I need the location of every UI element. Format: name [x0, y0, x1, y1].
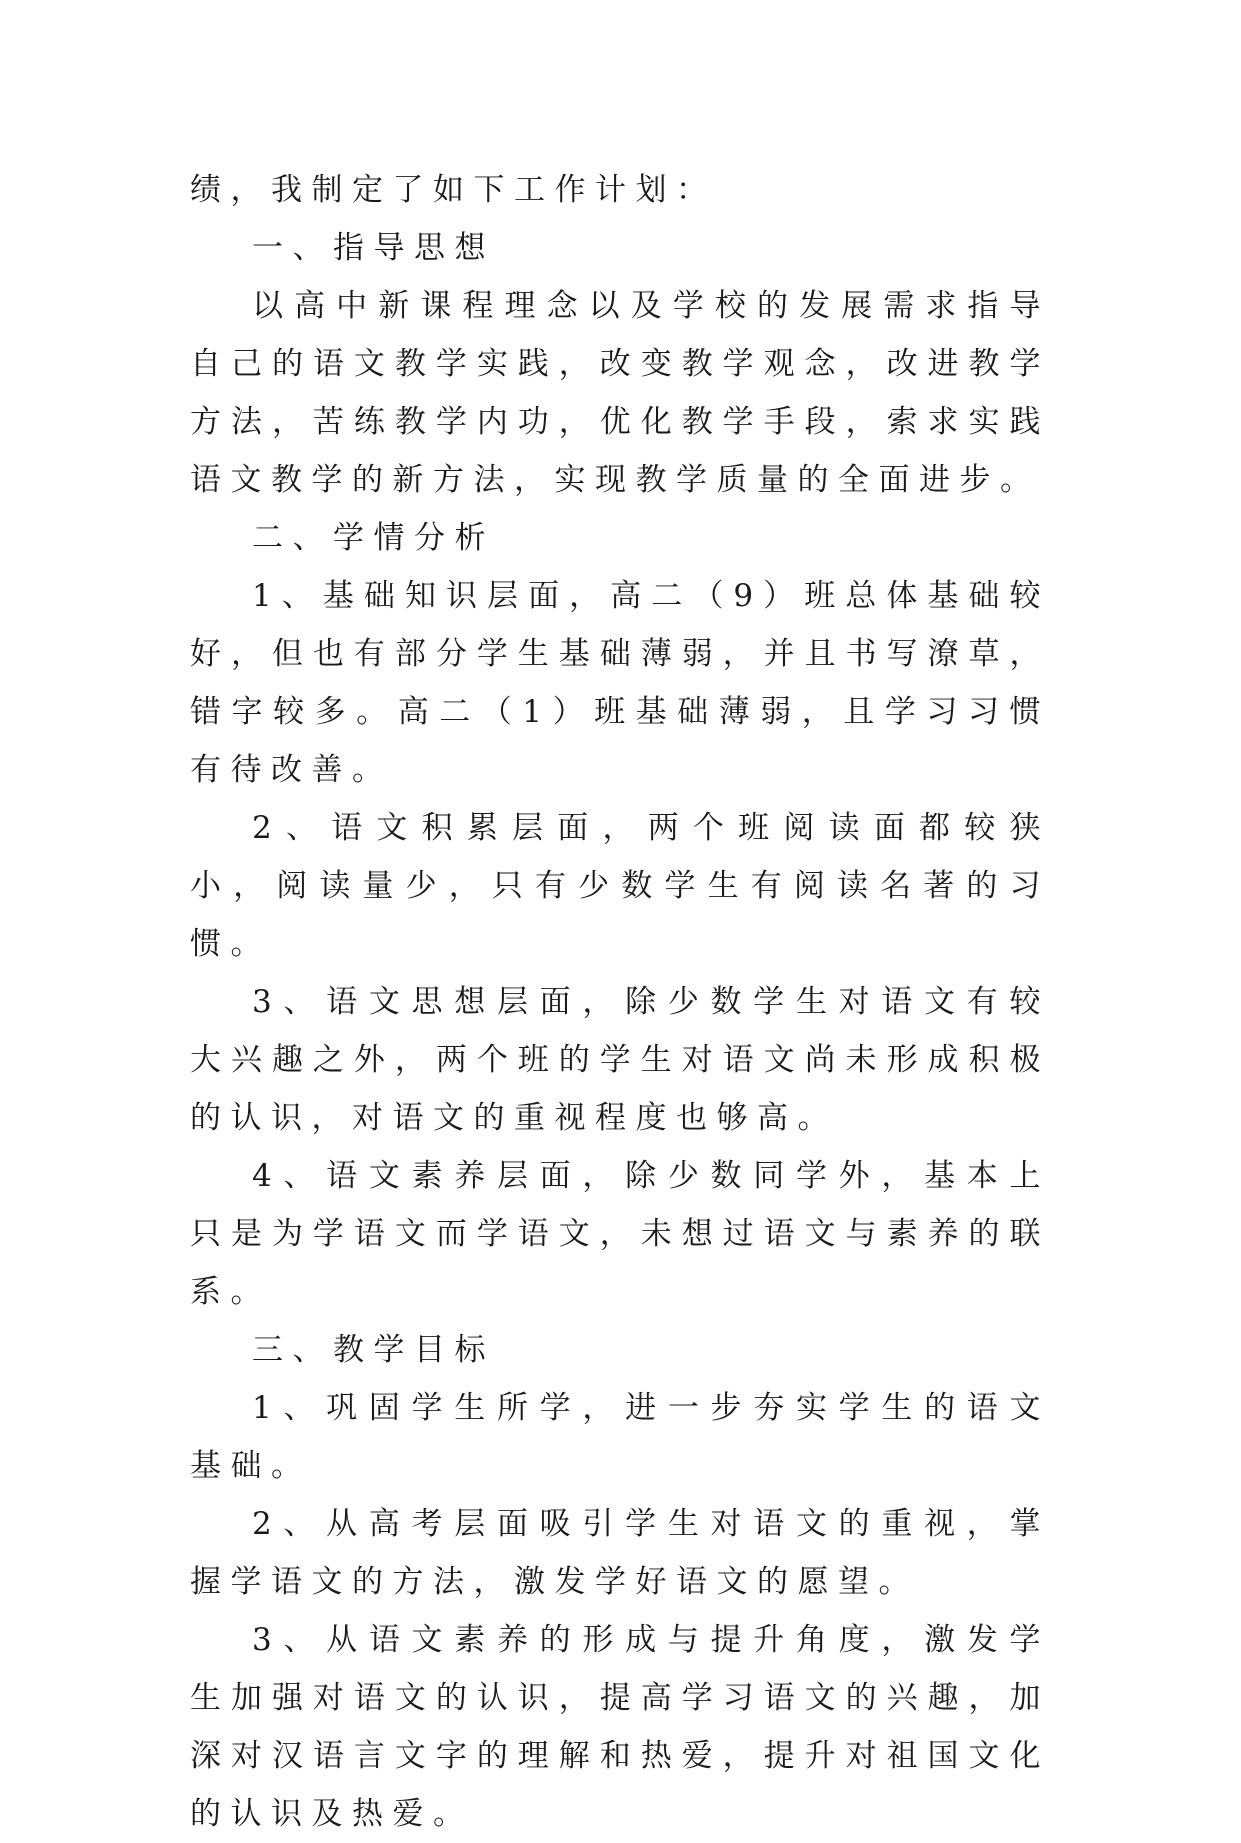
- document-body: [190, 161, 1050, 1843]
- section-heading-student-analysis: 二、学情分析: [252, 520, 495, 556]
- section-heading-teaching-goals: 三、教学目标: [252, 1332, 495, 1368]
- paragraph-analysis-basic-knowledge: 1、基础知识层面，高二（9）班总体基础较好，但也有部分学生基础薄弱，并且书写潦草，错字较多。高二（1）班基础薄弱，且学习习惯有待改善。: [190, 578, 1050, 788]
- paragraph-analysis-accumulation: 2、语文积累层面，两个班阅读面都较狭小，阅读量少，只有少数学生有阅读名著的习惯。: [190, 810, 1050, 962]
- section-heading-guiding-thought: 一、指导思想: [252, 230, 495, 266]
- paragraph-goal-2: 2、从高考层面吸引学生对语文的重视，掌握学语文的方法，激发学好语文的愿望。: [190, 1506, 1050, 1600]
- paragraph-goal-1: 1、巩固学生所学，进一步夯实学生的语文基础。: [190, 1390, 1050, 1484]
- paragraph-goal-3: 3、从语文素养的形成与提升角度，激发学生加强对语文的认识，提高学习语文的兴趣，加深对汉语言文字的理解和热爱，提升对祖国文化的认识及热爱。: [190, 1622, 1050, 1832]
- paragraph-analysis-literacy: 4、语文素养层面，除少数同学外，基本上只是为学语文而学语文，未想过语文与素养的联系。: [190, 1158, 1050, 1310]
- paragraph-analysis-thinking: 3、语文思想层面，除少数学生对语文有较大兴趣之外，两个班的学生对语文尚未形成积极的认识，对语文的重视程度也够高。: [190, 984, 1050, 1136]
- paragraph-guiding-thought: 以高中新课程理念以及学校的发展需求指导自己的语文教学实践，改变教学观念，改进教学方法，苦练教学内功，优化教学手段，索求实践语文教学的新方法，实现教学质量的全面进步。: [190, 288, 1050, 498]
- paragraph-intro-continuation: 绩，我制定了如下工作计划：: [190, 172, 717, 208]
